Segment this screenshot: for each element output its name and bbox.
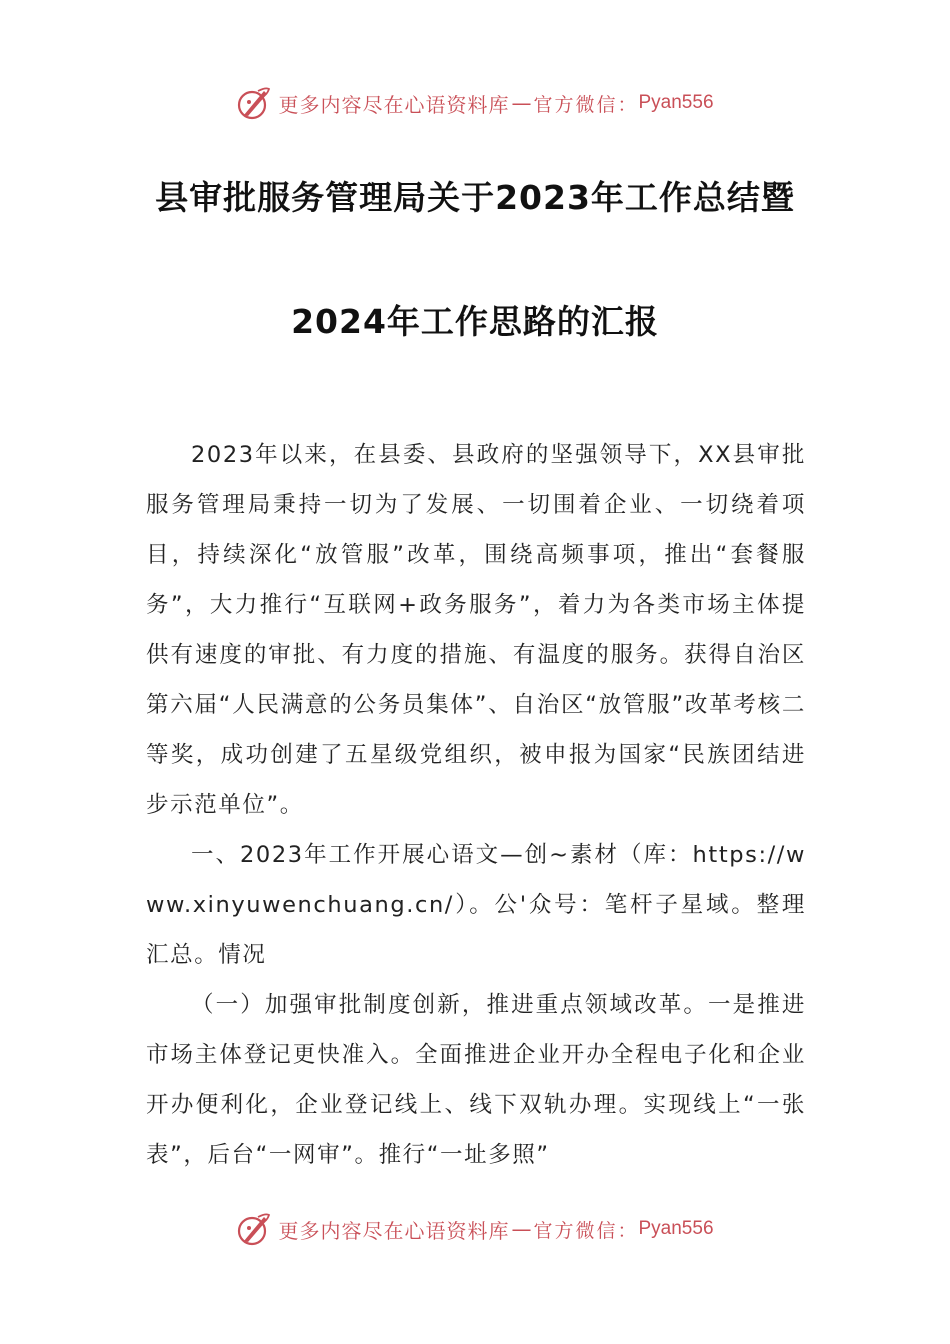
paragraph-intro: 2023年以来，在县委、县政府的坚强领导下，XX县审批服务管理局秉持一切为了发展、一切围着企业、一切绕着项目，持续深化“放管服”改革，围绕高频事项，推出“套餐服务”，大力推行“互联网+政务服务”，着力为各类市场主体提供有速度的审批、有力度的措施、有温度的服务。获得自治区第六届“人民满意的公务员集体”、自治区“放管服”改革考核二等奖，成功创建了五星级党组织，被申报为国家“民族团结进步示范单位”。	[146, 442, 806, 818]
quill-logo-icon	[236, 85, 272, 121]
header-wechat-account: Pyan556	[638, 92, 714, 113]
footer-separator: —	[511, 1217, 532, 1241]
footer-watermark	[0, 1209, 950, 1249]
quill-logo-icon	[236, 1211, 272, 1247]
header-wechat-label: 官方微信：	[533, 93, 639, 116]
paragraph-section-one: （一）加强审批制度创新，推进重点领域改革。一是推进市场主体登记更快准入。全面推进企业开办全程电子化和企业开办便利化，企业登记线上、线下双轨办理。实现线上“一张表”，后台“一网审”。推行“一址多照”	[146, 992, 806, 1168]
header-separator: —	[511, 91, 532, 115]
header-watermark	[0, 83, 950, 123]
footer-wechat-label: 官方微信：	[533, 1219, 639, 1242]
header-brand: 更多内容尽在心语资料库	[278, 92, 510, 117]
footer-wechat-account: Pyan556	[638, 1218, 714, 1239]
document-title-line-1: 县审批服务管理局关于2023年工作总结暨	[155, 178, 795, 217]
paragraph-section-heading: 一、2023年工作开展心语文—创~素材（库：https://www.xinyuwenchuang.cn/）。公'众号：笔杆子星域。整理汇总。情况	[146, 842, 806, 968]
document-body	[146, 430, 806, 1180]
footer-brand: 更多内容尽在心语资料库	[278, 1218, 510, 1243]
document-title-line-2: 2024年工作思路的汇报	[291, 302, 659, 341]
